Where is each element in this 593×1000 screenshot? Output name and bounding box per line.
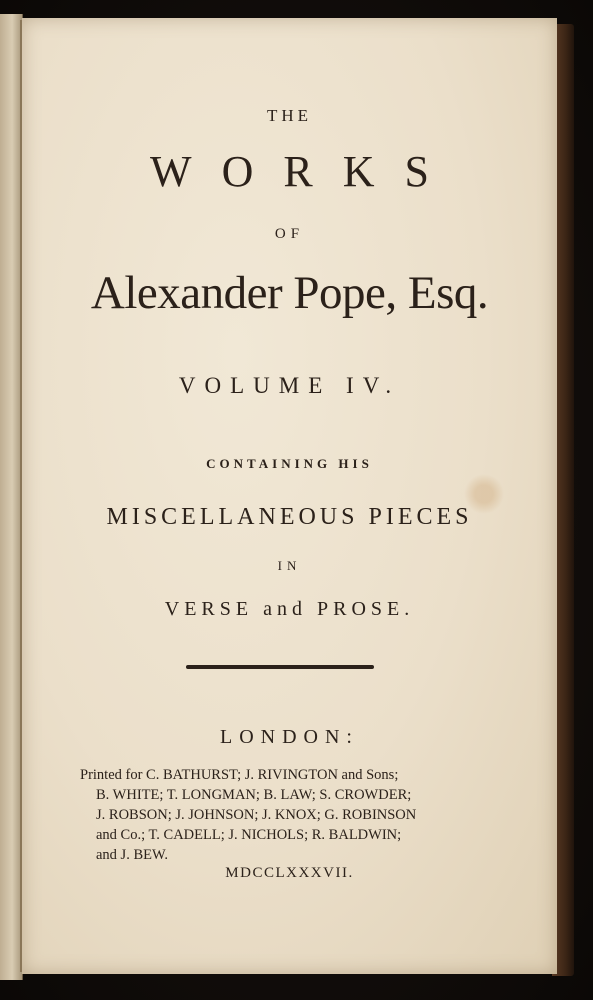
contents-description: MISCELLANEOUS PIECES bbox=[106, 504, 473, 530]
imprint-line: J. ROBSON; J. JOHNSON; J. KNOX; G. ROBINSON bbox=[96, 807, 417, 823]
imprint-line: and Co.; T. CADELL; J. NICHOLS; R. BALDWIN; bbox=[96, 827, 402, 843]
heading-of: OF bbox=[274, 226, 305, 242]
heading-works: WORKS bbox=[150, 147, 459, 196]
imprint-line: and J. BEW. bbox=[96, 847, 168, 863]
title-page bbox=[22, 18, 557, 974]
author-name: Alexander Pope, Esq. bbox=[90, 267, 489, 319]
publication-year: MDCCLXXXVII. bbox=[225, 865, 354, 881]
decorative-rule bbox=[186, 665, 374, 669]
containing-line: CONTAINING HIS bbox=[206, 456, 373, 471]
heading-the: THE bbox=[266, 106, 313, 125]
volume-number: VOLUME IV. bbox=[178, 373, 401, 398]
place-of-publication: LONDON: bbox=[220, 726, 359, 748]
in-line: IN bbox=[277, 558, 302, 573]
imprint-line: B. WHITE; T. LONGMAN; B. LAW; S. CROWDER; bbox=[96, 787, 412, 803]
verse-prose-line: VERSE and PROSE. bbox=[164, 598, 415, 620]
imprint-line: Printed for C. BATHURST; J. RIVINGTON and Sons; bbox=[80, 767, 399, 783]
